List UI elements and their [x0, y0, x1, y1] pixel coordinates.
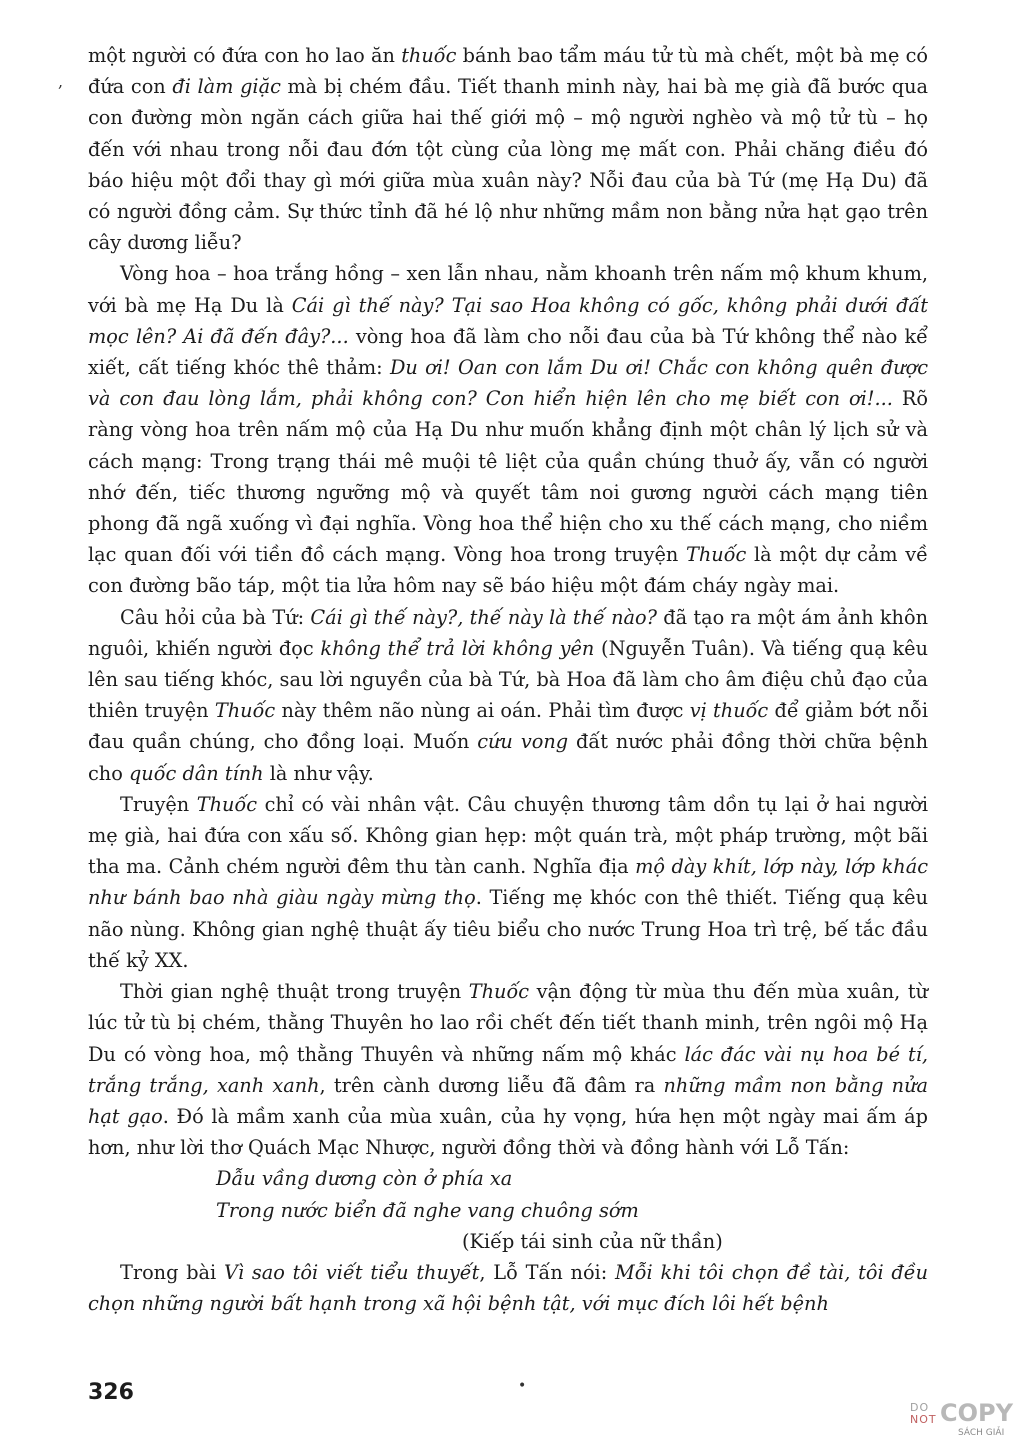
stray-dot: •: [518, 1378, 527, 1394]
italic-text-run: Vì sao tôi viết tiểu thuyết: [224, 1260, 480, 1284]
text-run: Câu hỏi của bà Tứ:: [120, 605, 311, 629]
watermark-logo: [910, 1400, 1016, 1442]
text-run: bánh bao tẩm máu tử tù mà chết, một bà mẹ có đứa con: [88, 44, 929, 99]
italic-text-run: Du ơi! Oan con lắm Du ơi! Chắc con không quên được và con đau lòng lắm, phải không con? Con hiển hiện lên cho mẹ biết con ơi!...: [88, 356, 928, 411]
text-run: Truyện: [120, 792, 197, 816]
text-run: , trên cành dương liễu đã đâm ra: [319, 1073, 664, 1097]
watermark-sach-giai: SÁCH GIẢI: [958, 1428, 1005, 1438]
watermark-not: NOT: [910, 1413, 937, 1426]
paragraph-2: [88, 258, 928, 601]
margin-mark: ,: [58, 72, 64, 91]
paragraph-3: [88, 602, 928, 789]
paragraph-1: [88, 40, 928, 258]
text-run: . Đó là mầm xanh của mùa xuân, của hy vọng, hứa hẹn một ngày mai ấm áp hơn, như lời thơ Quách Mạc Nhược, người đồng thời và đồng hành với Lỗ Tấn:: [88, 1104, 928, 1160]
italic-text-run: Thuốc: [196, 792, 258, 816]
text-run: là như vậy.: [263, 761, 374, 785]
text-run: đã tạo ra một ám ảnh khôn nguôi, khiến người đọc: [88, 605, 928, 660]
italic-text-run: Mỗi khi tôi chọn đề tài, tôi đều chọn những người bất hạnh trong xã hội bệnh tật, với mục đích lôi hết bệnh: [88, 1260, 928, 1316]
text-run: . Tiếng mẹ khóc con thê thiết. Tiếng quạ kêu não nùng. Không gian nghệ thuật ấy tiêu biểu cho nước Trung Hoa trì trệ, bế tắc đầu thế kỷ XX.: [88, 886, 928, 972]
text-run: vận động từ mùa thu đến mùa xuân, từ lúc tử tù bị chém, thằng Thuyên ho lao rồi chết đến tiết thanh minh, trên ngôi mộ Hạ Du có vòng hoa, mộ thằng Thuyên và những nấm mộ khác: [88, 980, 928, 1066]
italic-text-run: vị thuốc: [689, 699, 769, 723]
italic-text-run: Thuốc: [214, 699, 276, 723]
italic-text-run: Cái gì thế này?, thế này là thế nào?: [310, 605, 657, 629]
text-run: Rõ ràng vòng hoa trên nấm mộ của Hạ Du như muốn khẳng định một chân lý lịch sử và cách mạng: Trong trạng thái mê muội tê liệt của quần chúng thuở ấy, vẫn có người nhớ đến, tiếc thương ngưỡng mộ và quyết tâm noi gương người cách mạng tiên phong đã ngã xuống vì đại nghĩa. Vòng hoa thể hiện cho xu thế cách mạng, cho niềm lạc quan đối với tiền đồ cách mạng. Vòng hoa trong truyện: [88, 387, 928, 567]
text-run: mà bị chém đầu. Tiết thanh minh này, hai bà mẹ già đã bước qua con đường mòn ngăn cách giữa hai thế giới mộ – mộ người nghèo và mộ tử tù – họ đến với nhau trong nỗi đau đớn tột cùng của lòng mẹ mất con. Phải chăng điều đó báo hiệu một đổi thay gì mới giữa mùa xuân này? Nỗi đau của bà Tứ (mẹ Hạ Du) đã có người đồng cảm. Sự thức tỉnh đã hé lộ như những mầm non bằng nửa hạt gạo trên cây dương liễu?: [88, 75, 928, 255]
text-run: một người có đứa con ho lao ăn: [88, 44, 402, 67]
page-number: 326: [88, 1380, 134, 1405]
text-run: Trong bài: [120, 1260, 224, 1284]
italic-text-run: Thuốc: [686, 543, 747, 567]
italic-text-run: những mầm non bằng nửa hạt gạo: [88, 1073, 929, 1128]
italic-text-run: Thuốc: [468, 980, 530, 1004]
text-run: Vòng hoa – hoa trắng hồng – xen lẫn nhau, nằm khoanh trên nấm mộ khum khum, với bà mẹ Hạ Du là: [88, 262, 928, 317]
italic-text-run: Cái gì thế này? Tại sao Hoa không có gốc, không phải dưới đất mọc lên? Ai đã đến đây?...: [88, 293, 928, 348]
paragraph-4: [88, 789, 928, 976]
italic-text-run: cứu vong: [477, 730, 569, 754]
text-run: , Lỗ Tấn nói:: [479, 1260, 615, 1284]
text-run: (Nguyễn Tuân). Và tiếng quạ kêu lên sau tiếng khóc, sau lời nguyền của bà Tứ, bà Hoa đã làm cho âm điệu chủ đạo của thiên truyện: [88, 636, 928, 723]
watermark-copy: COPY: [940, 1399, 1013, 1427]
italic-text-run: mộ dày khít, lớp này, lớp khác như bánh bao nhà giàu ngày mừng thọ: [88, 855, 928, 910]
italic-text-run: lác đác vài nụ hoa bé tí, trắng trắng, xanh xanh: [88, 1042, 928, 1097]
text-run: đất nước phải đồng thời chữa bệnh cho: [88, 730, 928, 785]
poem-line-2: Trong nước biển đã nghe vang chuông sớm: [216, 1198, 639, 1222]
text-run: vòng hoa đã làm cho nỗi đau của bà Tứ không thể nào kể xiết, cất tiếng khóc thê thảm:: [88, 324, 928, 380]
text-run: chỉ có vài nhân vật. Câu chuyện thương tâm dồn tụ lại ở hai người mẹ già, hai đứa con xấu số. Không gian hẹp: một quán trà, một pháp trường, một bãi tha ma. Cảnh chém người đêm thu tàn canh. Nghĩa địa: [88, 792, 928, 879]
text-run: Thời gian nghệ thuật trong truyện: [120, 980, 469, 1004]
italic-text-run: không thể trả lời không yên: [320, 636, 595, 660]
italic-text-run: quốc dân tính: [128, 761, 264, 785]
text-run: này thêm não nùng ai oán. Phải tìm được: [275, 699, 690, 723]
paragraph-6: [88, 1257, 928, 1319]
poem-line-1: Dẫu vầng dương còn ở phía xa: [216, 1167, 513, 1191]
italic-text-run: thuốc: [401, 44, 457, 67]
watermark-do: DO: [910, 1401, 930, 1414]
paragraph-5: [88, 976, 928, 1163]
italic-text-run: đi làm giặc: [172, 75, 281, 99]
poem-source: (Kiếp tái sinh của nữ thần): [462, 1229, 723, 1253]
text-run: để giảm bớt nỗi đau quần chúng, cho đồng loại. Muốn: [88, 699, 929, 754]
page-body: [88, 40, 928, 1319]
text-run: là một dự cảm về con đường bão táp, một tia lửa hôm nay sẽ báo hiệu một đám cháy ngày mai.: [88, 543, 928, 598]
